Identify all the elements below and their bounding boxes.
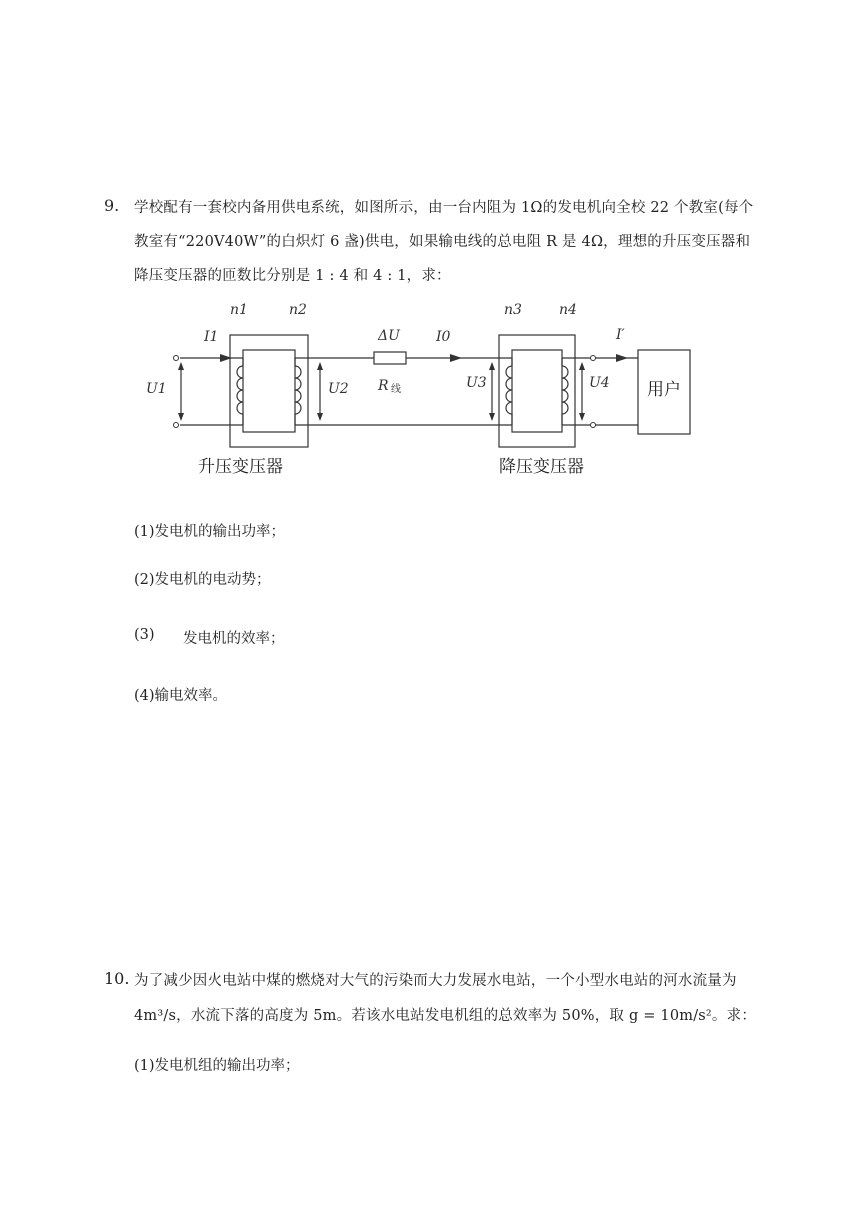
- question-number: 9.: [104, 196, 120, 215]
- label-U4: U4: [589, 375, 610, 391]
- sub-question: (1)发电机的输出功率；: [134, 524, 286, 540]
- caption-step-up-transformer: 升压变压器: [198, 457, 283, 477]
- question-text-line: 降压变压器的匝数比分别是 1 : 4 和 4 : 1，求：: [134, 268, 451, 284]
- label-n4: n4: [559, 302, 577, 318]
- label-user: 用户: [647, 380, 681, 400]
- label-n3: n3: [504, 302, 522, 318]
- step-down-core-inner: [512, 350, 562, 432]
- step-down-core-outer: [499, 335, 575, 447]
- sub-question: (1)发电机组的输出功率；: [134, 1058, 300, 1074]
- label-I0: I0: [436, 329, 451, 345]
- step-up-core-outer: [230, 335, 308, 447]
- transformer-circuit-diagram: [0, 0, 860, 520]
- label-R: R: [378, 378, 389, 394]
- label-deltaU: ΔU: [378, 328, 400, 344]
- question-text-line: 教室有“220V40W”的白炽灯 6 盏)供电，如果输电线的总电阻 R 是 4Ω，理想的升压变压器和: [134, 234, 751, 250]
- sub-question: (4)输电效率。: [134, 688, 228, 704]
- question-text-line: 4m³/s，水流下落的高度为 5m。若该水电站发电机组的总效率为 50%，取 g = 10m/s²。求：: [134, 1008, 757, 1024]
- label-U3: U3: [466, 375, 487, 391]
- sub-question: (2)发电机的电动势；: [134, 572, 271, 588]
- sub-question-number: (3): [134, 627, 155, 643]
- question-text-line: 为了减少因火电站中煤的燃烧对大气的污染而大力发展水电站，一个小型水电站的河水流量为: [134, 973, 737, 989]
- question-text-line: 学校配有一套校内备用供电系统，如图所示，由一台内阻为 1Ω的发电机向全校 22 个教室(每个: [134, 200, 754, 216]
- label-Iprime: I′: [616, 327, 625, 343]
- question-number: 10.: [104, 969, 130, 988]
- caption-step-down-transformer: 降压变压器: [499, 457, 584, 477]
- label-U1: U1: [146, 381, 167, 397]
- label-I1: I1: [204, 329, 219, 345]
- label-n1: n1: [230, 302, 248, 318]
- label-n2: n2: [289, 302, 307, 318]
- label-R-subscript: 线: [391, 384, 401, 395]
- label-U2: U2: [328, 381, 349, 397]
- step-up-core-inner: [243, 350, 295, 432]
- sub-question: 发电机的效率；: [183, 631, 285, 647]
